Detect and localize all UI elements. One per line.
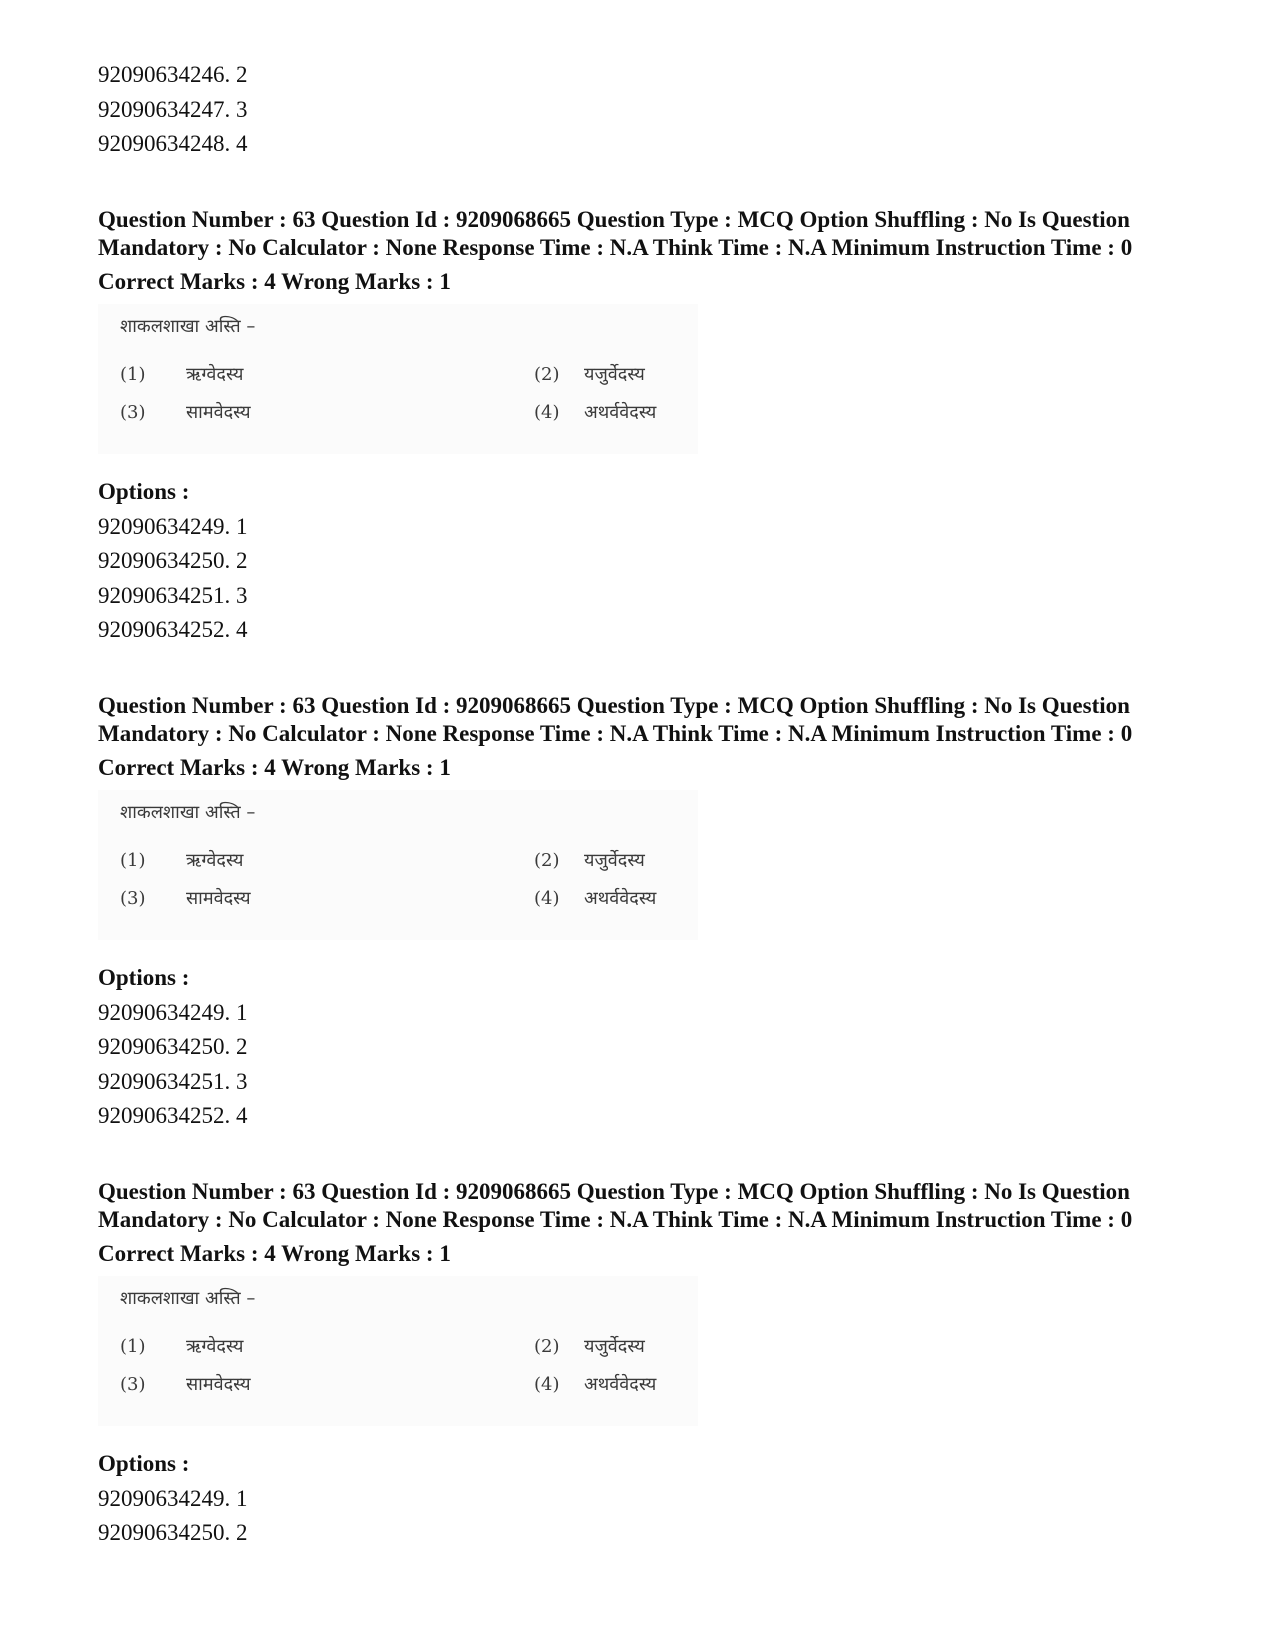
choice-text: ऋग्वेदस्य <box>186 849 244 871</box>
option-line: 92090634249. 1 <box>98 999 248 1025</box>
options-label: Options : <box>98 1450 190 1476</box>
option-line: 92090634252. 4 <box>98 617 248 642</box>
choice-text: यजुर्वेदस्य <box>584 363 645 385</box>
choice-number: (2) <box>534 849 560 871</box>
option-line: 92090634251. 3 <box>98 582 248 608</box>
choice-number: (4) <box>534 401 560 423</box>
choice-number: (1) <box>120 363 146 385</box>
question-stem: शाकलशाखा अस्ति – <box>120 801 256 823</box>
leading-options-list <box>98 58 1208 162</box>
question-stem: शाकलशाखा अस्ति – <box>120 315 256 337</box>
choice-number: (2) <box>534 1335 560 1357</box>
options-label: Options : <box>98 964 190 990</box>
question-block <box>98 692 1208 1134</box>
question-choice <box>120 886 251 910</box>
options-label: Options : <box>98 478 190 504</box>
question-choice <box>534 1334 645 1358</box>
question-choice <box>120 1372 251 1396</box>
question-choice <box>534 1372 656 1396</box>
question-block <box>98 1178 1208 1551</box>
option-line: 92090634252. 4 <box>98 1103 248 1128</box>
choice-text: सामवेदस्य <box>186 1373 251 1395</box>
choice-number: (4) <box>534 1373 560 1395</box>
option-line: 92090634250. 2 <box>98 1520 248 1545</box>
option-line: 92090634251. 3 <box>98 1068 248 1094</box>
option-line: 92090634250. 2 <box>98 1034 248 1059</box>
question-header: Question Number : 63 Question Id : 9209068665 Question Type : MCQ Option Shuffling : No Is Question Mandatory : No Calculator : None Response Time : N.A Think Time : N.A Minimum Instruction Time : 0 <box>98 1178 1133 1232</box>
question-image <box>98 1276 698 1426</box>
question-choice <box>120 1334 243 1358</box>
question-marks: Correct Marks : 4 Wrong Marks : 1 <box>98 268 451 294</box>
document-page <box>98 58 1208 1551</box>
question-image <box>98 790 698 940</box>
question-choice <box>120 400 251 424</box>
option-line: 92090634246. 2 <box>98 62 248 87</box>
question-marks: Correct Marks : 4 Wrong Marks : 1 <box>98 754 451 780</box>
choice-text: अथर्ववेदस्य <box>584 887 657 909</box>
choice-text: यजुर्वेदस्य <box>584 1335 645 1357</box>
choice-text: अथर्ववेदस्य <box>584 401 657 423</box>
option-line: 92090634247. 3 <box>98 96 248 122</box>
choice-number: (3) <box>120 401 146 423</box>
option-line: 92090634248. 4 <box>98 131 248 156</box>
question-choice <box>534 848 645 872</box>
choice-number: (1) <box>120 849 146 871</box>
question-choice <box>534 886 656 910</box>
choice-number: (2) <box>534 363 560 385</box>
choice-text: ऋग्वेदस्य <box>186 1335 244 1357</box>
question-choice <box>534 362 645 386</box>
choice-number: (4) <box>534 887 560 909</box>
question-marks: Correct Marks : 4 Wrong Marks : 1 <box>98 1240 451 1266</box>
option-line: 92090634250. 2 <box>98 548 248 573</box>
question-block <box>98 206 1208 648</box>
choice-text: सामवेदस्य <box>186 401 251 423</box>
option-line: 92090634249. 1 <box>98 513 248 539</box>
question-choice <box>534 400 656 424</box>
question-header: Question Number : 63 Question Id : 9209068665 Question Type : MCQ Option Shuffling : No Is Question Mandatory : No Calculator : None Response Time : N.A Think Time : N.A Minimum Instruction Time : 0 <box>98 206 1133 260</box>
choice-number: (3) <box>120 887 146 909</box>
option-line: 92090634249. 1 <box>98 1485 248 1511</box>
question-header: Question Number : 63 Question Id : 9209068665 Question Type : MCQ Option Shuffling : No Is Question Mandatory : No Calculator : None Response Time : N.A Think Time : N.A Minimum Instruction Time : 0 <box>98 692 1133 746</box>
choice-number: (1) <box>120 1335 146 1357</box>
choice-number: (3) <box>120 1373 146 1395</box>
choice-text: अथर्ववेदस्य <box>584 1373 657 1395</box>
question-choice <box>120 362 243 386</box>
choice-text: ऋग्वेदस्य <box>186 363 244 385</box>
question-stem: शाकलशाखा अस्ति – <box>120 1287 256 1309</box>
question-image <box>98 304 698 454</box>
question-choice <box>120 848 243 872</box>
choice-text: सामवेदस्य <box>186 887 251 909</box>
choice-text: यजुर्वेदस्य <box>584 849 645 871</box>
